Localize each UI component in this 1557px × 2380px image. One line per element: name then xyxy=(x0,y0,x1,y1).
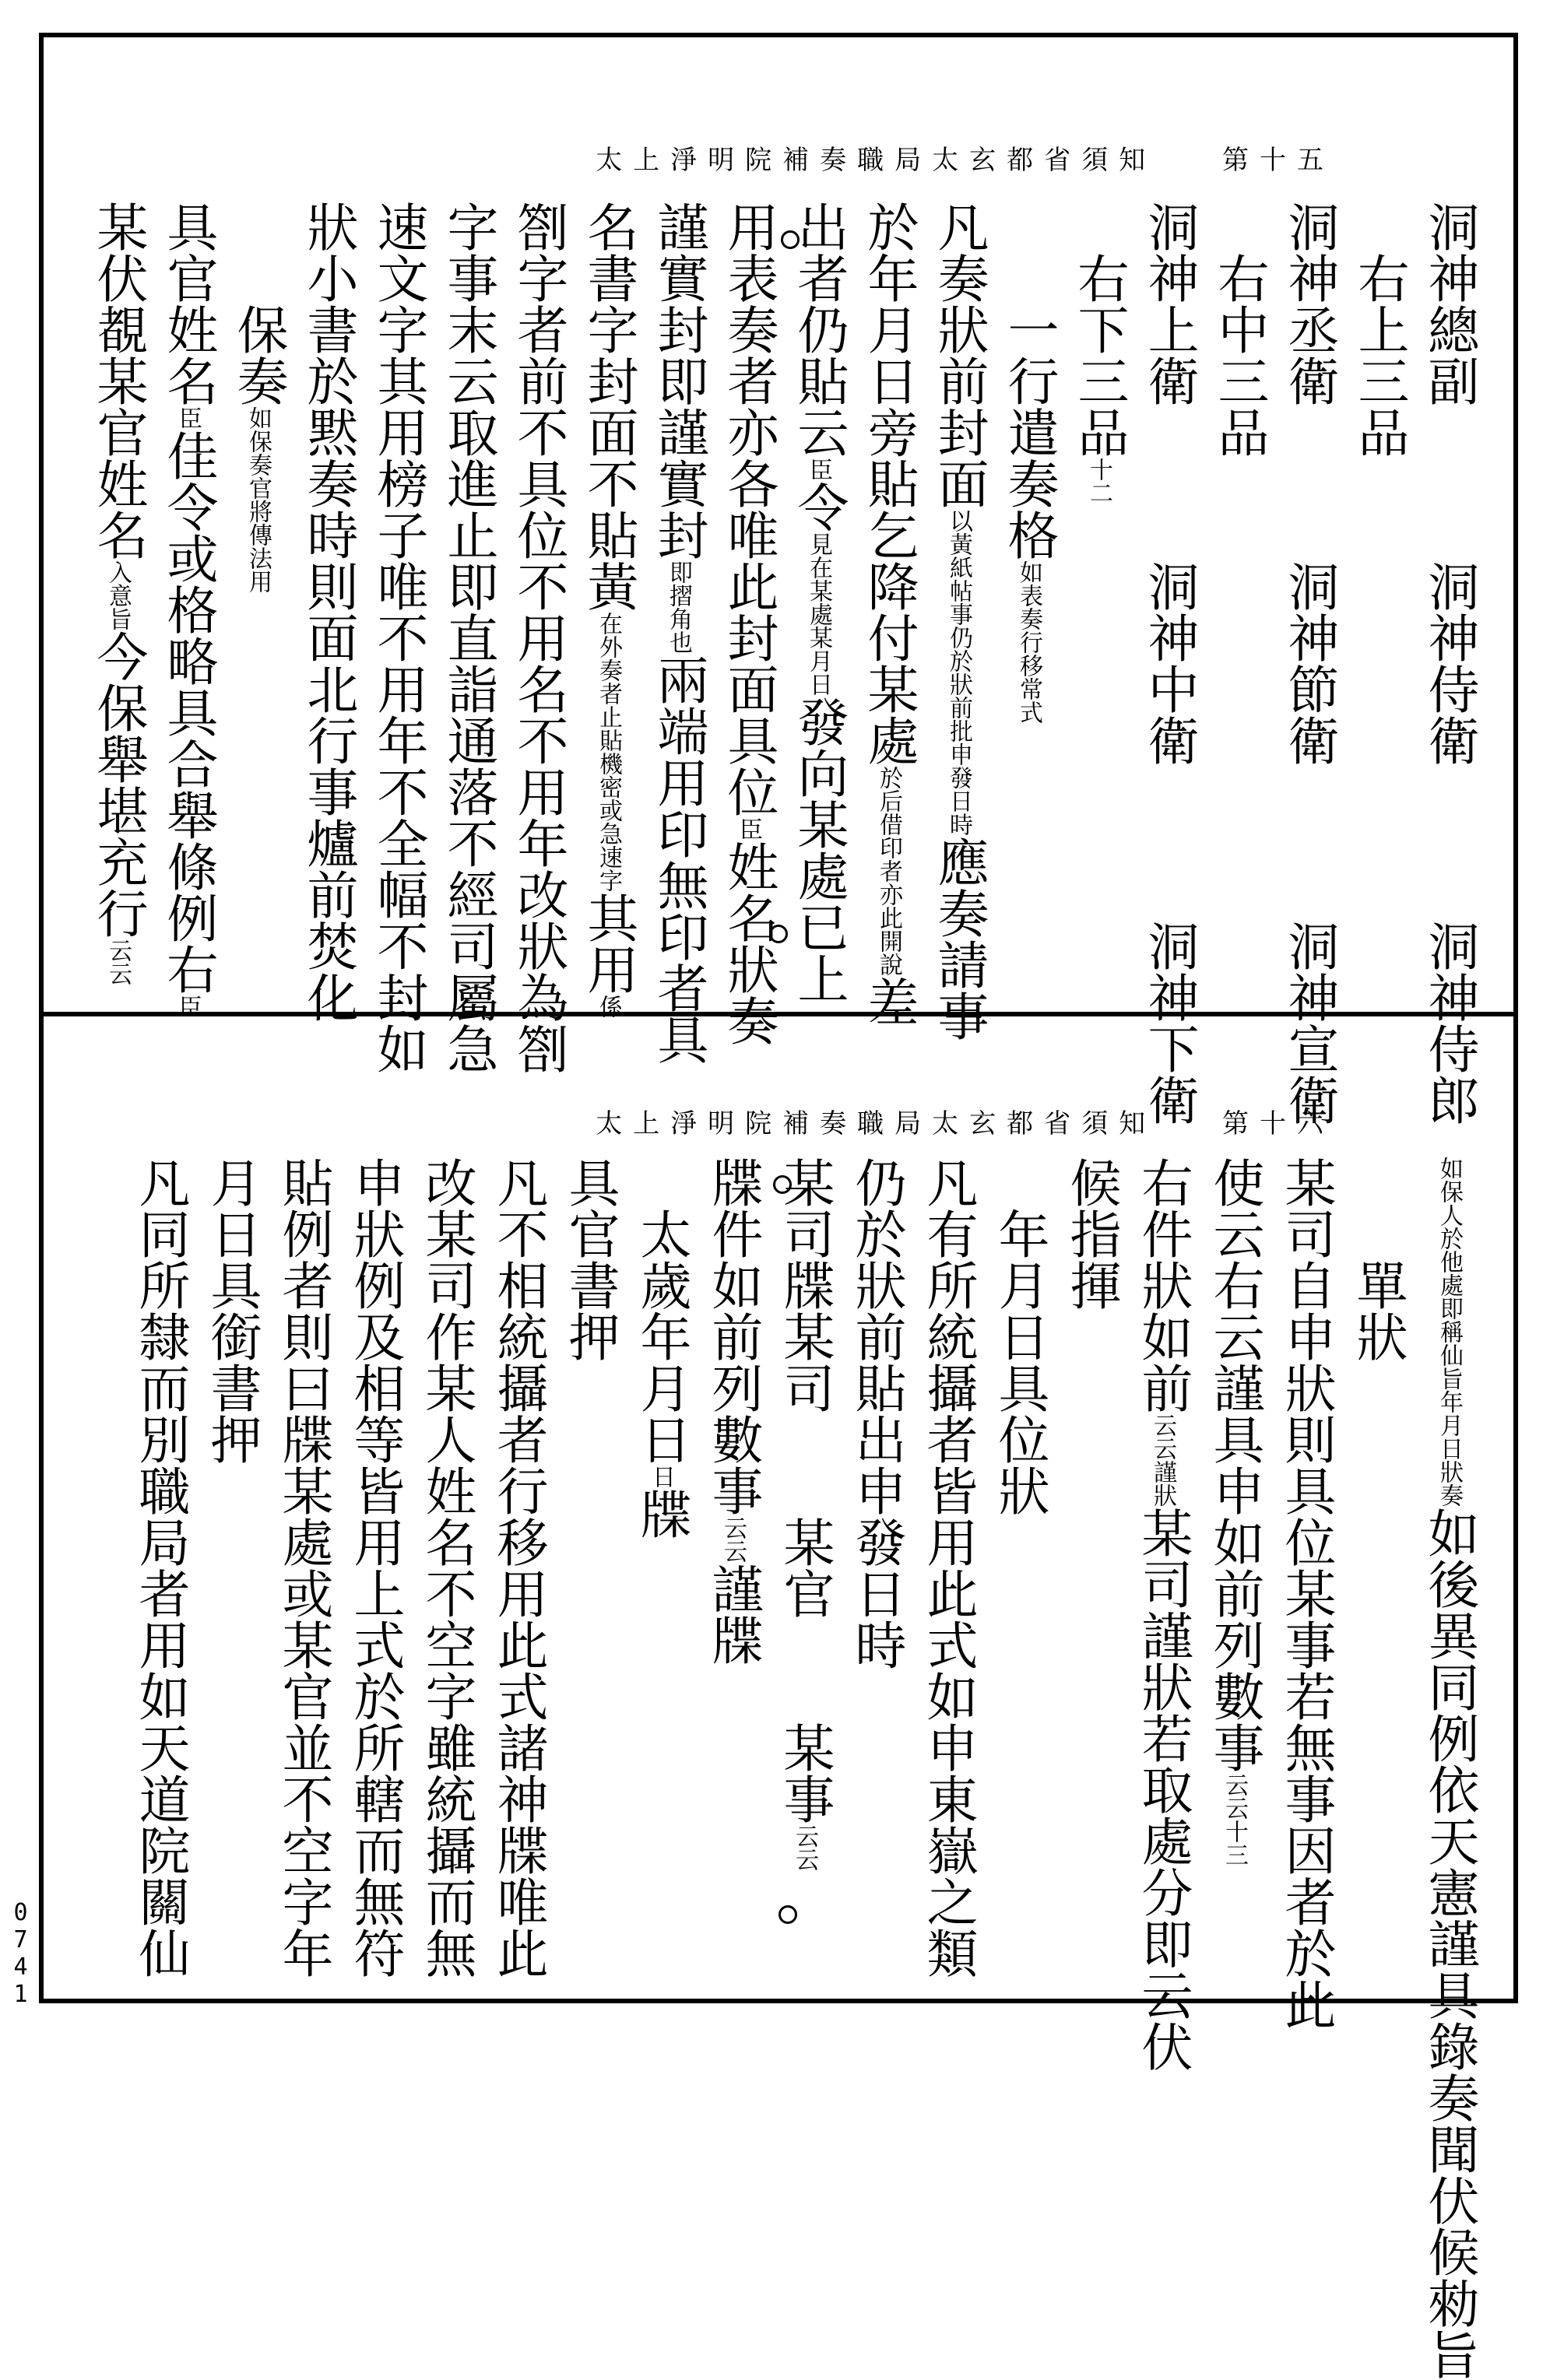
column-text: 出者仍貼云 xyxy=(789,201,849,458)
circle-mark xyxy=(773,1175,792,1194)
page-number: 0741 xyxy=(7,1899,34,2008)
column-text: 右中三品 xyxy=(1209,201,1269,458)
column-text: 具官姓名 xyxy=(158,201,218,406)
annotation-text: 係 xyxy=(595,995,622,1018)
circle-mark xyxy=(778,1905,797,1924)
column-text: 其用 xyxy=(578,892,638,995)
column-text: 凡奏狀前封面 xyxy=(929,201,989,509)
text-column xyxy=(785,201,852,1004)
text-column xyxy=(1205,201,1272,987)
text-column xyxy=(1057,1157,1124,1982)
annotation-text: 云云 xyxy=(104,939,132,985)
column-text: 謹實封即謹實封 xyxy=(648,201,708,560)
text-column xyxy=(1272,1157,1339,2030)
column-text: 使云右云謹具申如前列數事 xyxy=(1204,1157,1264,1773)
column-text: 太歲年月日 xyxy=(631,1157,691,1465)
column-text: 改某司作某人姓名不空字雖統攝而無 xyxy=(416,1157,476,1978)
column-text: 速文字其用榜子唯不用年不全幅不封如 xyxy=(368,201,428,1074)
text-column xyxy=(925,201,992,1041)
annotation-text: 十二 xyxy=(1085,458,1112,504)
text-column xyxy=(84,201,151,987)
column-text: 某伏覩某官姓名 xyxy=(88,201,148,560)
text-column xyxy=(413,1157,480,1982)
annotation-text: 如保奏官將傳法用 xyxy=(244,406,272,593)
top-header-folio: 第十五 xyxy=(1222,145,1334,176)
text-column xyxy=(855,201,922,1027)
annotation-text: 於后借印者亦此開說 xyxy=(875,766,902,976)
column-text: 右上三品 xyxy=(1349,201,1409,458)
column-text: 洞神上衛 洞神中衛 洞神下衛 xyxy=(1139,201,1199,1125)
text-column xyxy=(504,201,571,1074)
text-column xyxy=(986,1157,1053,1982)
bottom-columns xyxy=(121,1157,1482,2380)
bottom-header-folio: 第十六 xyxy=(1222,1108,1334,1139)
text-column xyxy=(341,1157,408,1982)
column-text: 申狀例及相等皆用上式於所轄而無符 xyxy=(345,1157,405,1978)
column-text: 某司自申狀則具位某事若無事因者於此 xyxy=(1276,1157,1336,2030)
annotation-text: 臣 xyxy=(174,995,202,1018)
column-text: 月日具銜書押 xyxy=(202,1157,262,1465)
column-text: 候指揮 xyxy=(1061,1157,1121,1311)
text-column xyxy=(1345,201,1412,987)
annotation-text: 如保人於他處即稱仙旨年月日狀奏 xyxy=(1436,1157,1463,1507)
column-text: 洞神總副 洞神侍衛 洞神侍郎 xyxy=(1419,201,1479,1125)
column-text: 保奏 xyxy=(228,201,288,406)
text-column xyxy=(842,1157,909,1982)
text-column xyxy=(1275,201,1342,1125)
column-text: 洞神丞衛 洞神節衛 洞神宣衛 xyxy=(1279,201,1339,1125)
text-column xyxy=(198,1157,265,1982)
column-text: 某司謹狀若取處分即云伏 xyxy=(1133,1507,1193,2072)
column-text: 凡同所隸而別職局者用如天道院關仙 xyxy=(130,1157,190,1978)
circle-mark xyxy=(769,925,788,943)
text-column xyxy=(699,1157,766,1982)
column-text: 發向某處已上 xyxy=(789,696,849,1004)
top-header-title: 太上淨明院補奏職局太玄都省須知 xyxy=(596,145,1157,176)
column-text: 謹牒 xyxy=(703,1563,763,1666)
text-column xyxy=(364,201,431,1074)
column-text: 用表奏者亦各唯此封面具位 xyxy=(719,201,778,817)
bottom-panel xyxy=(44,1016,1513,2380)
text-column xyxy=(1200,1157,1267,1982)
column-text: 右下三品 xyxy=(1069,201,1129,458)
annotation-text: 云云 xyxy=(791,1824,818,1871)
column-text: 名書字封面不貼黃 xyxy=(578,201,638,612)
column-text: 劄字者前不具位不用名不用年改狀為劄 xyxy=(508,201,568,1074)
annotation-text: 云云十三 xyxy=(1221,1773,1248,1866)
annotation-text: 入意旨 xyxy=(104,560,132,630)
annotation-text: 在外奏者止貼機密或急速字 xyxy=(595,612,622,892)
bottom-header-title: 太上淨明院補奏職局太玄都省須知 xyxy=(596,1108,1157,1139)
column-text: 狀小書於黙奏時則面北行事爐前焚化 xyxy=(298,201,358,1023)
text-column xyxy=(575,201,641,1018)
text-column xyxy=(224,201,291,987)
text-column xyxy=(1135,201,1202,1125)
bottom-header xyxy=(596,1102,1334,1140)
text-column xyxy=(995,201,1062,987)
text-column xyxy=(154,201,221,1018)
annotation-text: 如表奏行移常式 xyxy=(1015,560,1042,724)
text-column xyxy=(914,1157,981,1982)
text-column xyxy=(771,1157,838,1982)
annotation-text: 見在某處某月日 xyxy=(805,532,832,696)
text-column xyxy=(294,201,361,1023)
top-header xyxy=(596,139,1334,177)
column-text: 如後異同例依天憲謹具錄奏聞伏候勑旨 xyxy=(1419,1507,1479,2380)
column-text: 年月日具位狀 xyxy=(989,1157,1049,1516)
text-column xyxy=(627,1157,694,1982)
column-text: 凡不相統攝者行移用此式諸神牒唯此 xyxy=(488,1157,548,1978)
annotation-text: 日 xyxy=(648,1465,675,1488)
annotation-text: 云云謹狀 xyxy=(1149,1413,1176,1507)
column-text: 貼例者則曰牒某處或某官並不空字年 xyxy=(273,1157,333,1978)
column-text: 某司牒某司 某官 某事 xyxy=(775,1157,835,1824)
text-column xyxy=(1065,201,1132,987)
column-text: 令 xyxy=(789,481,849,532)
circle-mark xyxy=(781,230,800,249)
column-text: 差 xyxy=(859,976,919,1027)
column-text: 字事末云取進止即直詣通落不經司屬急 xyxy=(438,201,498,1074)
text-column xyxy=(1129,1157,1196,2072)
text-column xyxy=(484,1157,551,1982)
column-text: 今保舉堪充行 xyxy=(88,630,148,939)
text-column xyxy=(126,1157,193,1982)
column-text: 佳令或格略具合舉條例右 xyxy=(158,430,218,995)
text-column xyxy=(1344,1157,1411,1982)
text-column xyxy=(715,201,782,1046)
column-text: 一行遣奏格 xyxy=(999,201,1059,560)
annotation-text: 云云 xyxy=(719,1516,747,1563)
column-text: 右件狀如前 xyxy=(1133,1157,1193,1413)
annotation-text: 以黃紙帖事仍於狀前批申發日時 xyxy=(945,509,972,836)
annotation-text: 臣 xyxy=(805,458,832,481)
annotation-text: 臣 xyxy=(174,406,202,430)
text-column xyxy=(556,1157,623,1982)
column-text: 姓名狀奏 xyxy=(719,841,778,1046)
annotation-text: 即摺角也 xyxy=(665,560,692,654)
text-column xyxy=(1415,201,1482,1125)
column-text: 於年月日旁貼乞降付某處 xyxy=(859,201,919,766)
column-text: 兩端用印無印者具 xyxy=(648,654,708,1065)
text-column xyxy=(1415,1157,1482,2380)
column-text: 凡有所統攝者皆用此式如申東嶽之類 xyxy=(918,1157,978,1978)
column-text: 應奏請事 xyxy=(929,836,989,1041)
text-column xyxy=(269,1157,336,1982)
text-column xyxy=(434,201,501,1074)
text-column xyxy=(645,201,712,1065)
column-text: 牒 xyxy=(631,1488,691,1539)
column-text: 牒件如前列數事 xyxy=(703,1157,763,1516)
column-text: 仍於狀前貼出申發日時 xyxy=(846,1157,906,1670)
column-text: 單狀 xyxy=(1348,1157,1408,1362)
annotation-text: 臣 xyxy=(735,817,762,841)
column-text: 具官書押 xyxy=(560,1157,620,1362)
